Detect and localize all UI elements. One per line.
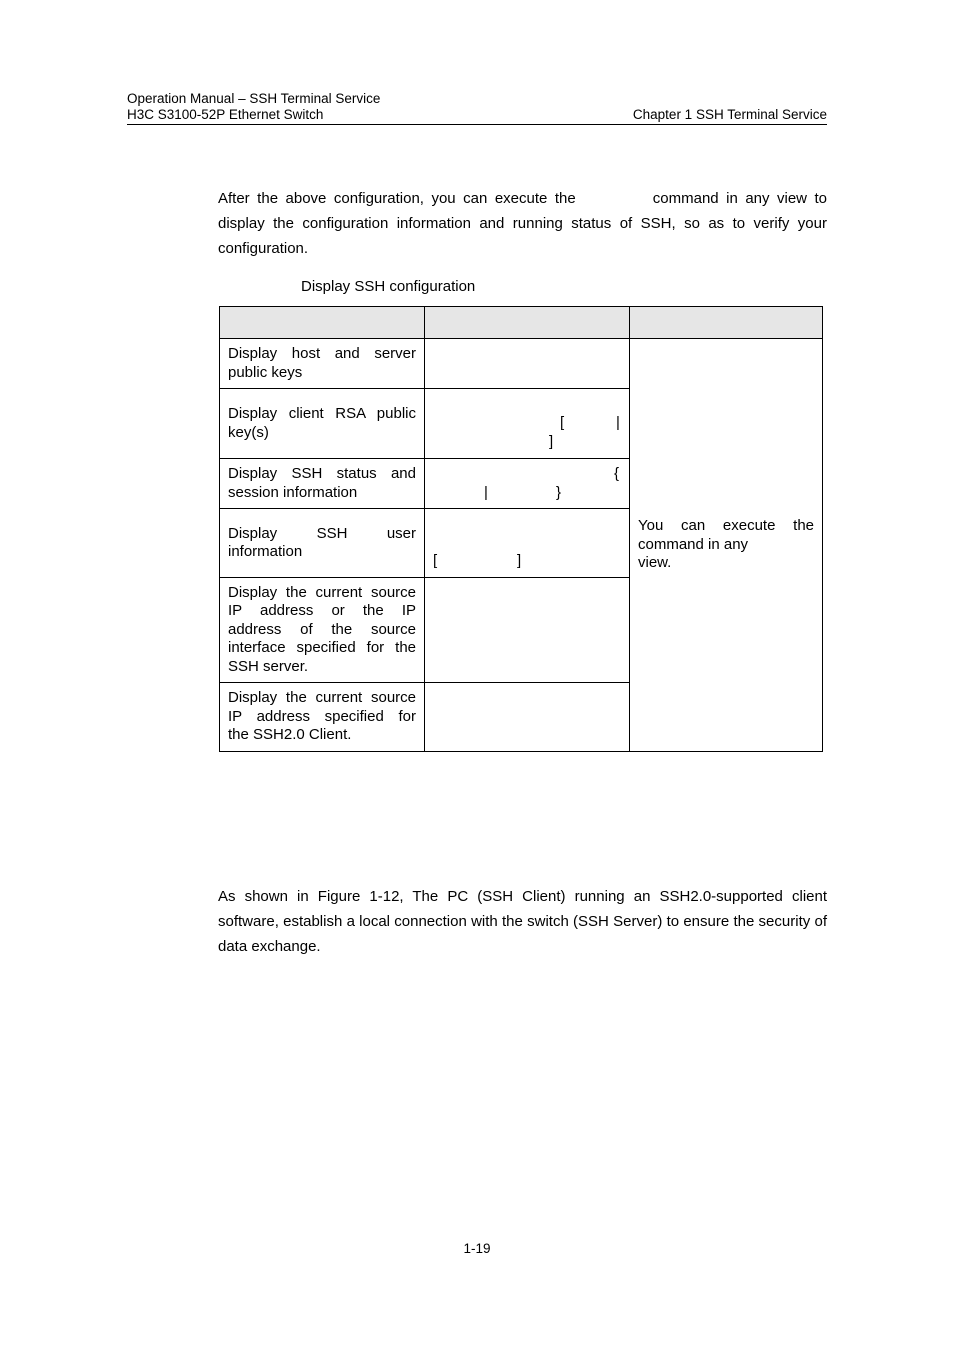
command-cell <box>425 459 630 509</box>
table-row <box>220 339 823 389</box>
operation-cell: Display SSH user information <box>220 509 425 578</box>
header-product: H3C S3100-52P Ethernet Switch <box>127 107 324 122</box>
header-cell-remarks <box>630 307 823 339</box>
bracket-glyph: [ <box>433 552 438 569</box>
ssh-config-table <box>219 306 823 752</box>
header-chapter: Chapter 1 SSH Terminal Service <box>632 107 827 122</box>
operation-cell: Display host and server public keys <box>220 339 425 389</box>
operation-cell: Display the current source IP address or the IP address of the source interface specified for the SSH server. <box>220 578 425 683</box>
command-cell <box>425 339 630 389</box>
command-cell <box>425 578 630 683</box>
bracket-glyph: [ <box>560 414 565 431</box>
bracket-glyph: | <box>484 484 488 501</box>
header-cell-operation <box>220 307 425 339</box>
bracket-glyph: { <box>614 465 620 482</box>
header-rule <box>127 124 827 125</box>
header-cell-command <box>425 307 630 339</box>
bracket-glyph: ] <box>517 552 522 569</box>
remarks-line-2: command in any <box>638 535 749 553</box>
page-number: 1-19 <box>463 1241 491 1256</box>
body-paragraph: As shown in Figure 1-12, The PC (SSH Client) running an SSH2.0-supported client software, establish a local connection with the switch (SSH Server) to ensure the security of data exchange. <box>218 888 827 955</box>
intro-text-after: command in any view to display the configuration information and running status of SSH, so as to verify your configuration. <box>218 190 828 257</box>
command-cell <box>425 509 630 578</box>
command-cell <box>425 389 630 459</box>
operation-cell: Display client RSA public key(s) <box>220 389 425 459</box>
header-line-2 <box>127 107 827 123</box>
bracket-glyph: ] <box>549 433 554 450</box>
bracket-glyph: } <box>556 484 562 501</box>
remarks-cell <box>630 339 823 752</box>
intro-text-before: After the above configuration, you can execute the <box>218 190 576 207</box>
remarks-line-3: view. <box>638 554 672 572</box>
bracket-glyph: | <box>616 414 620 431</box>
operation-cell: Display SSH status and session information <box>220 459 425 509</box>
header-manual-title: Operation Manual – SSH Terminal Service <box>127 91 381 106</box>
command-cell <box>425 683 630 752</box>
intro-paragraph <box>218 186 827 261</box>
remarks-line-1: You can execute the <box>638 517 814 535</box>
table-caption: Display SSH configuration <box>301 278 476 295</box>
table-header-row <box>220 307 823 339</box>
operation-cell: Display the current source IP address specified for the SSH2.0 Client. <box>220 683 425 752</box>
